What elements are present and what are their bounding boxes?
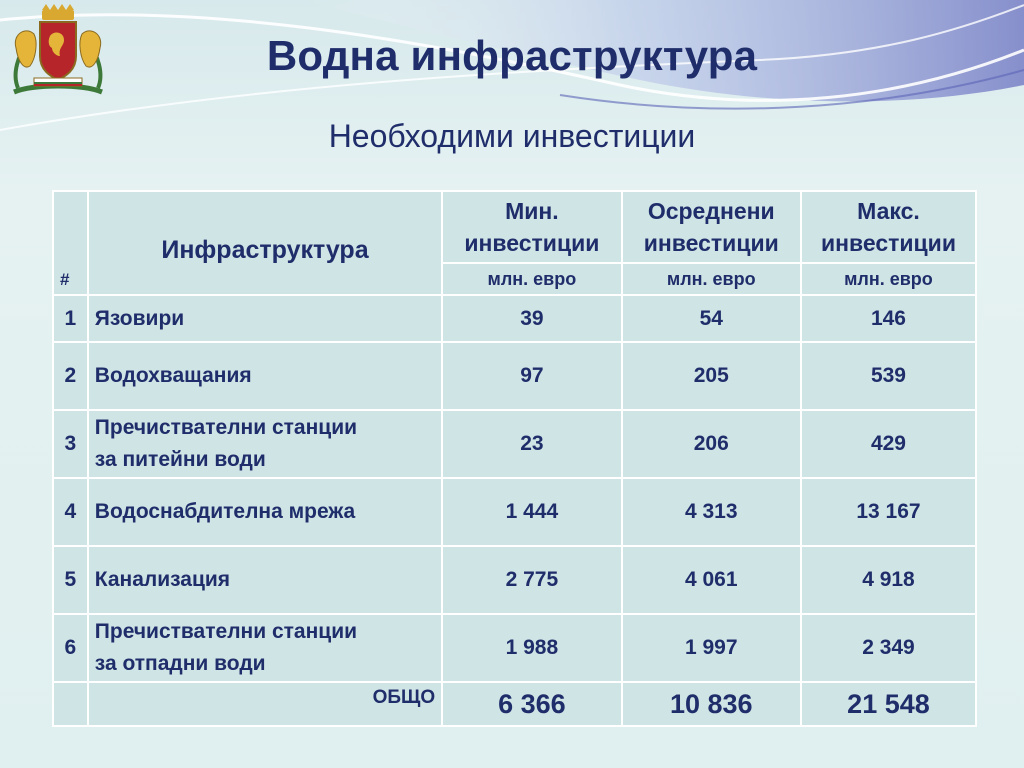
header-max-line1: Макс. <box>857 198 920 224</box>
table-row <box>53 478 976 546</box>
row-max: 539 <box>801 342 976 410</box>
row-avg: 205 <box>622 342 801 410</box>
row-avg: 4 061 <box>622 546 801 614</box>
row-infrastructure <box>88 410 442 478</box>
row-infrastructure <box>88 546 442 614</box>
table-row <box>53 410 976 478</box>
header-max-investment <box>801 191 976 263</box>
header-avg-line2: инвестиции <box>643 230 779 256</box>
table-row <box>53 614 976 682</box>
row-max: 4 918 <box>801 546 976 614</box>
table-row <box>53 295 976 342</box>
row-max: 13 167 <box>801 478 976 546</box>
header-num: # <box>53 191 88 295</box>
row-number: 6 <box>53 614 88 682</box>
row-avg: 54 <box>622 295 801 342</box>
table-row <box>53 342 976 410</box>
row-name-line1: Канализация <box>94 568 231 591</box>
header-min-investment <box>442 191 621 263</box>
row-min: 1 444 <box>442 478 621 546</box>
row-number: 4 <box>53 478 88 546</box>
row-max: 429 <box>801 410 976 478</box>
row-number: 2 <box>53 342 88 410</box>
header-min-line2: инвестиции <box>464 230 600 256</box>
row-max: 146 <box>801 295 976 342</box>
row-min: 39 <box>442 295 621 342</box>
table-header-row <box>53 191 976 263</box>
row-min: 97 <box>442 342 621 410</box>
row-infrastructure <box>88 478 442 546</box>
total-label: ОБЩО <box>88 682 442 726</box>
row-avg: 1 997 <box>622 614 801 682</box>
unit-max: млн. евро <box>801 263 976 295</box>
row-name-line1: Водохващания <box>94 364 252 387</box>
row-name-line1: Язовири <box>94 306 185 330</box>
row-name-line1: Водоснабдителна мрежа <box>94 500 356 523</box>
investment-table <box>52 190 977 727</box>
slide-title: Водна инфраструктура <box>266 32 758 79</box>
table-total-row <box>53 682 976 726</box>
row-number: 5 <box>53 546 88 614</box>
header-avg-investment <box>622 191 801 263</box>
row-name-line1: Пречиствателни станции <box>94 416 358 439</box>
unit-avg: млн. евро <box>622 263 801 295</box>
row-infrastructure <box>88 295 442 342</box>
table-row <box>53 546 976 614</box>
header-avg-line1: Осреднени <box>647 198 775 224</box>
header-infrastructure: Инфраструктура <box>88 191 442 295</box>
row-max: 2 349 <box>801 614 976 682</box>
total-avg: 10 836 <box>622 682 801 726</box>
row-infrastructure <box>88 614 442 682</box>
row-name-line2: за отпадни води <box>94 652 266 675</box>
row-avg: 206 <box>622 410 801 478</box>
total-min: 6 366 <box>442 682 621 726</box>
header-max-line2: инвестиции <box>820 230 956 256</box>
row-number: 1 <box>53 295 88 342</box>
row-name-line2: за питейни води <box>94 448 266 471</box>
row-avg: 4 313 <box>622 478 801 546</box>
row-number: 3 <box>53 410 88 478</box>
total-empty-cell <box>53 682 88 726</box>
row-name-line1: Пречиствателни станции <box>94 620 358 643</box>
slide-subtitle: Необходими инвестиции <box>328 118 696 154</box>
row-min: 1 988 <box>442 614 621 682</box>
row-infrastructure <box>88 342 442 410</box>
total-max: 21 548 <box>801 682 976 726</box>
unit-min: млн. евро <box>442 263 621 295</box>
row-min: 23 <box>442 410 621 478</box>
header-min-line1: Мин. <box>505 198 559 224</box>
row-min: 2 775 <box>442 546 621 614</box>
